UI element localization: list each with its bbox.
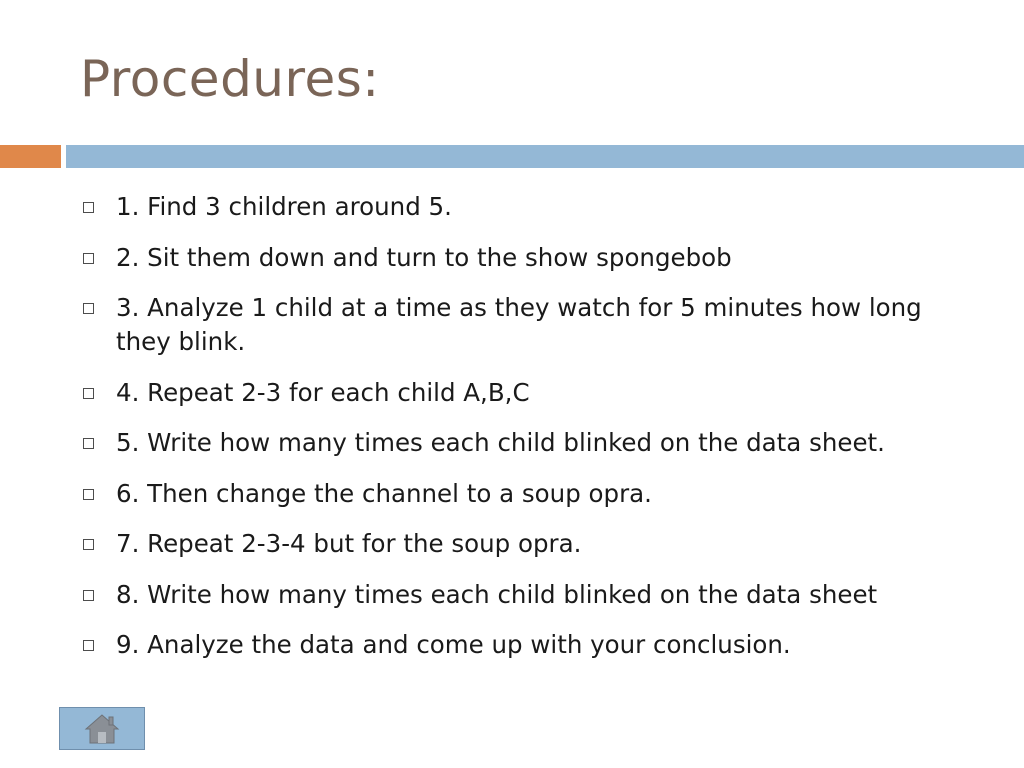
square-bullet-icon — [83, 202, 94, 213]
square-bullet-icon — [83, 253, 94, 264]
square-bullet-icon — [83, 590, 94, 601]
list-item-text: 1. Find 3 children around 5. — [116, 192, 452, 221]
square-bullet-icon — [83, 388, 94, 399]
list-item — [82, 376, 982, 410]
slide-title: Procedures: — [80, 50, 380, 108]
list-item-text: 5. Write how many times each child blinked on the data sheet. — [116, 428, 885, 457]
square-bullet-icon — [83, 489, 94, 500]
list-item-text: 8. Write how many times each child blinked on the data sheet — [116, 579, 878, 609]
list-item-text: 9. Analyze the data and come up with your conclusion. — [116, 630, 791, 659]
list-item — [82, 241, 982, 275]
square-bullet-icon — [83, 303, 94, 314]
list-item-text: 7. Repeat 2-3-4 but for the soup opra. — [116, 529, 582, 558]
list-item — [82, 190, 982, 224]
accent-bar-orange — [0, 145, 61, 168]
list-item — [82, 527, 982, 561]
list-item — [82, 477, 982, 511]
list-item-text: 6. Then change the channel to a soup opra. — [116, 478, 652, 508]
square-bullet-icon — [83, 539, 94, 550]
square-bullet-icon — [83, 640, 94, 651]
list-item-text: 3. Analyze 1 child at a time as they watch for 5 minutes how long they blink. — [116, 293, 922, 356]
procedure-list — [82, 190, 982, 679]
square-bullet-icon — [83, 438, 94, 449]
home-button[interactable] — [59, 707, 145, 750]
list-item-text: 4. Repeat 2-3 for each child A,B,C — [116, 377, 530, 407]
list-item — [82, 578, 982, 612]
list-item — [82, 291, 982, 359]
list-item — [82, 426, 982, 460]
accent-bar-blue — [66, 145, 1024, 168]
list-item — [82, 628, 982, 662]
home-icon — [84, 712, 120, 746]
list-item-text: 2. Sit them down and turn to the show spongebob — [116, 242, 732, 272]
